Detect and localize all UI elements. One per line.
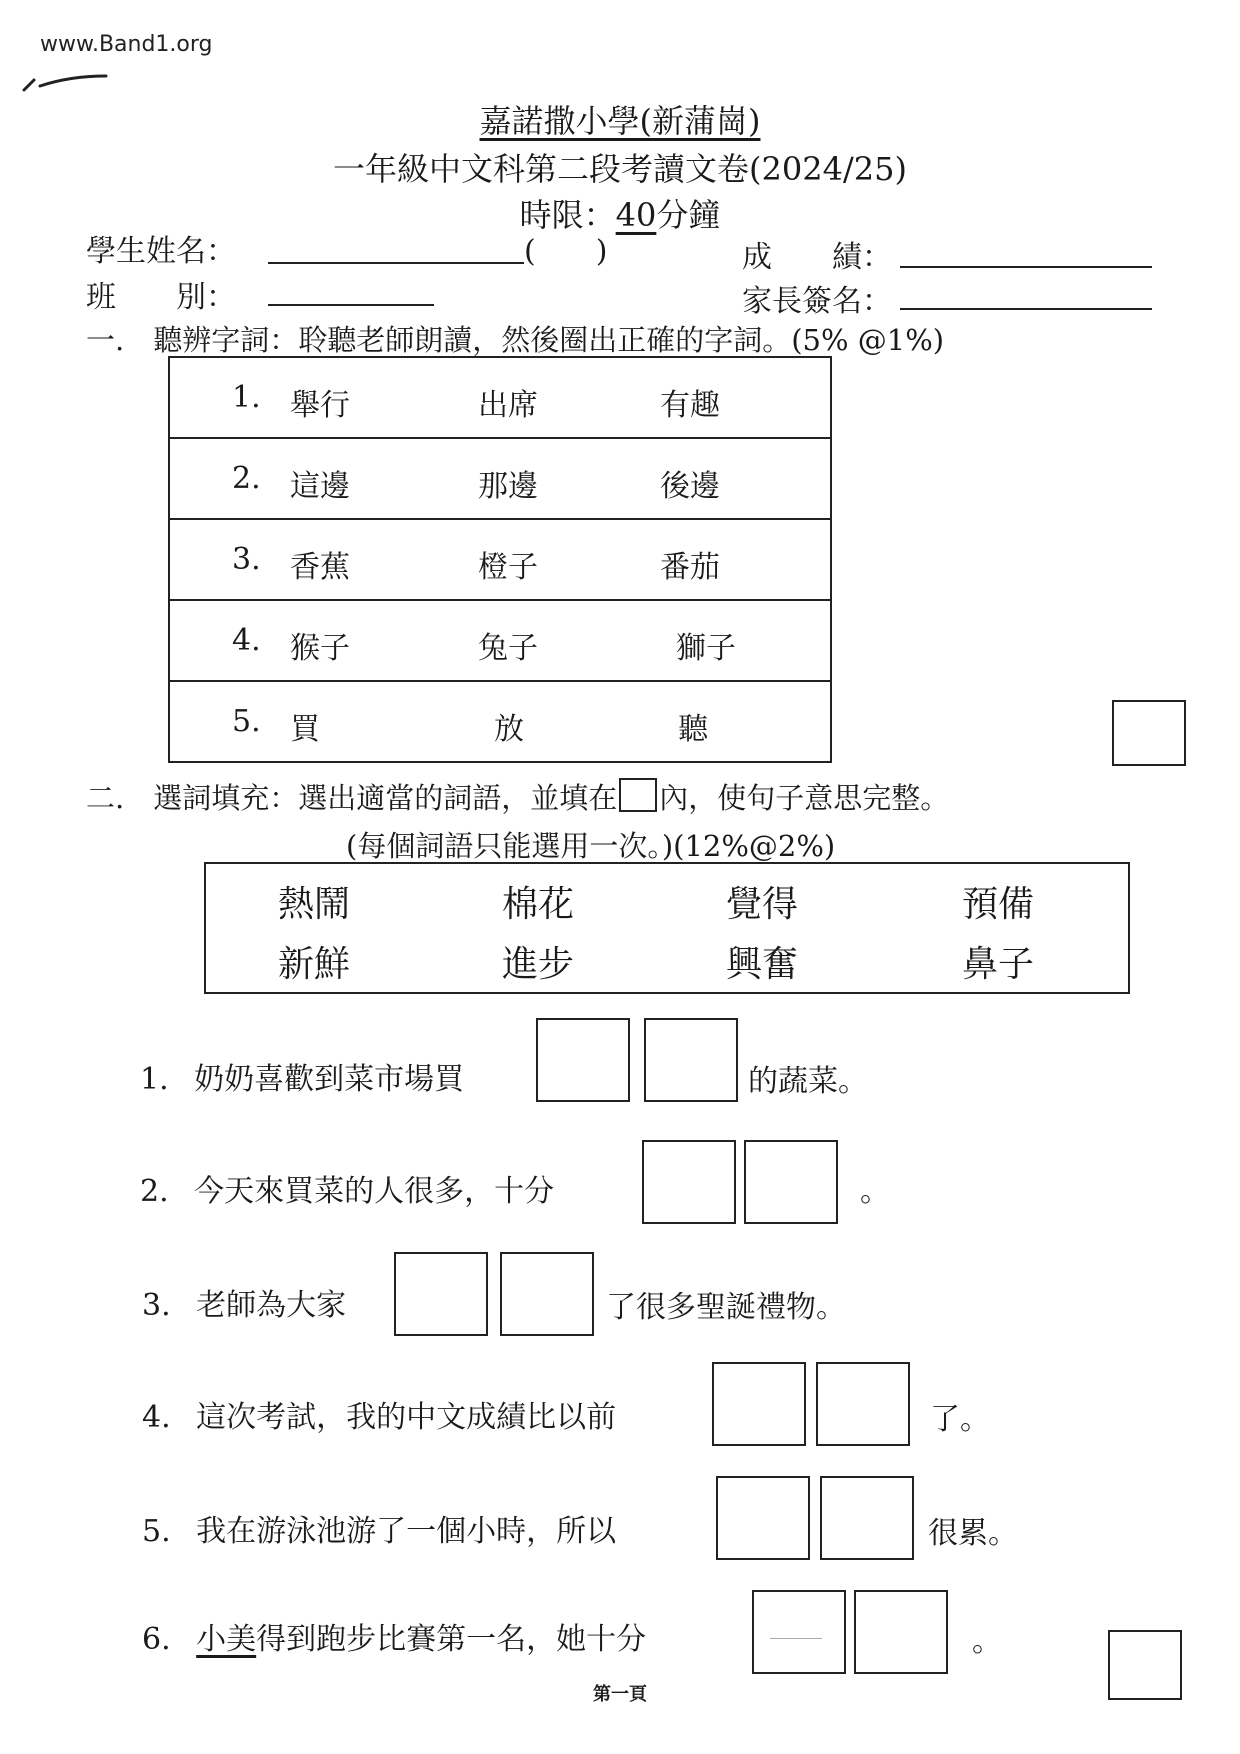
question-5 [142, 1506, 616, 1550]
question-text-before: 得到跑步比賽第一名，她十分 [256, 1622, 647, 1657]
question-number: 3. [142, 1288, 171, 1323]
table-row [170, 520, 830, 601]
answer-box[interactable] [744, 1140, 838, 1224]
option-c[interactable]: 有趣 [660, 388, 720, 423]
class-field[interactable] [268, 304, 434, 306]
school-name: 嘉諾撒小學(新蒲崗) [479, 102, 761, 140]
table-row [170, 601, 830, 682]
option-a[interactable]: 這邊 [290, 469, 350, 504]
row-number: 5. [232, 704, 261, 739]
answer-box[interactable] [716, 1476, 810, 1560]
watermark: www.Band1.org [40, 32, 213, 57]
option-c[interactable]: 獅子 [676, 631, 736, 666]
answer-box[interactable] [644, 1018, 738, 1102]
listening-table [168, 356, 832, 763]
page-number: 第一頁 [593, 1684, 647, 1705]
student-name-label: 學生姓名： [86, 234, 236, 269]
word-bank-item: 興奮 [726, 944, 799, 985]
question-text-before: 今天來買菜的人很多，十分 [194, 1174, 555, 1209]
question-3 [142, 1280, 346, 1324]
row-number: 4. [232, 623, 261, 658]
option-c[interactable]: 後邊 [660, 469, 720, 504]
proper-name: 小美 [196, 1622, 257, 1657]
option-a[interactable]: 買 [290, 712, 320, 747]
answer-box[interactable] [816, 1362, 910, 1446]
question-text-before: 這次考試，我的中文成績比以前 [196, 1400, 617, 1435]
question-number: 4. [142, 1400, 171, 1435]
option-a[interactable]: 舉行 [290, 388, 350, 423]
option-b[interactable]: 放 [494, 712, 524, 747]
question-4 [142, 1392, 616, 1436]
option-a[interactable]: 香蕉 [290, 550, 350, 585]
answer-box[interactable] [500, 1252, 594, 1336]
option-b[interactable]: 橙子 [478, 550, 538, 585]
class-number-field[interactable]: ( ) [524, 234, 608, 269]
table-row [170, 358, 830, 439]
section1-score-box[interactable] [1112, 700, 1186, 766]
parent-signature-label: 家長簽名： [742, 284, 892, 319]
answer-box[interactable] [820, 1476, 914, 1560]
table-row [170, 682, 830, 761]
option-b[interactable]: 出席 [478, 388, 538, 423]
question-text-after: 的蔬菜。 [748, 1064, 868, 1099]
answer-box[interactable] [752, 1590, 846, 1674]
option-b[interactable]: 兔子 [478, 631, 538, 666]
word-bank-item: 鼻子 [962, 944, 1035, 985]
question-number: 1. [140, 1062, 169, 1097]
blank-box-icon [619, 778, 657, 812]
word-bank-item: 棉花 [502, 884, 575, 925]
question-number: 5. [142, 1514, 171, 1549]
question-text-after: 。 [972, 1624, 1002, 1659]
student-name-field[interactable] [268, 262, 524, 264]
score-label: 成 績： [742, 240, 892, 275]
question-number: 2. [140, 1174, 169, 1209]
paper-title: 一年級中文科第二段考讀文卷(2024/25) [333, 150, 907, 188]
pen-scribble [20, 66, 110, 96]
time-limit: 時限：40分鐘 [519, 196, 721, 234]
question-6 [142, 1614, 646, 1658]
section2-note: (每個詞語只能選用一次。)(12%@2%) [346, 829, 836, 863]
question-text-after: 。 [860, 1174, 890, 1209]
word-bank-item: 進步 [502, 944, 575, 985]
answer-box[interactable] [394, 1252, 488, 1336]
question-text-before: 我在游泳池游了一個小時，所以 [196, 1514, 617, 1549]
question-text-after: 很累。 [928, 1516, 1018, 1551]
question-text-after: 了很多聖誕禮物。 [606, 1290, 846, 1325]
section2-title: 二. 選詞填充：選出適當的詞語，並填在 內，使句子意思完整。 [86, 776, 949, 817]
parent-signature-field[interactable] [900, 308, 1152, 310]
option-b[interactable]: 那邊 [478, 469, 538, 504]
answer-box[interactable] [642, 1140, 736, 1224]
question-text-before: 奶奶喜歡到菜市場買 [194, 1062, 465, 1097]
answer-box[interactable] [712, 1362, 806, 1446]
word-bank-item: 新鮮 [278, 944, 351, 985]
table-row [170, 439, 830, 520]
question-text-after: 了。 [930, 1402, 990, 1437]
score-field[interactable] [900, 266, 1152, 268]
word-bank-item: 預備 [962, 884, 1035, 925]
word-bank [204, 862, 1130, 994]
option-c[interactable]: 聽 [678, 712, 708, 747]
row-number: 3. [232, 542, 261, 577]
option-c[interactable]: 番茄 [660, 550, 720, 585]
question-1 [140, 1054, 464, 1098]
question-number: 6. [142, 1622, 171, 1657]
word-bank-item: 覺得 [726, 884, 799, 925]
option-a[interactable]: 猴子 [290, 631, 350, 666]
question-text-before: 老師為大家 [196, 1288, 347, 1323]
answer-box[interactable] [536, 1018, 630, 1102]
question-2 [140, 1166, 554, 1210]
class-label: 班 別： [86, 280, 236, 315]
row-number: 1. [232, 380, 261, 415]
row-number: 2. [232, 461, 261, 496]
word-bank-item: 熱鬧 [278, 884, 351, 925]
section1-title: 一. 聽辨字詞：聆聽老師朗讀，然後圈出正確的字詞。(5% @1%) [86, 323, 945, 357]
answer-box[interactable] [854, 1590, 948, 1674]
